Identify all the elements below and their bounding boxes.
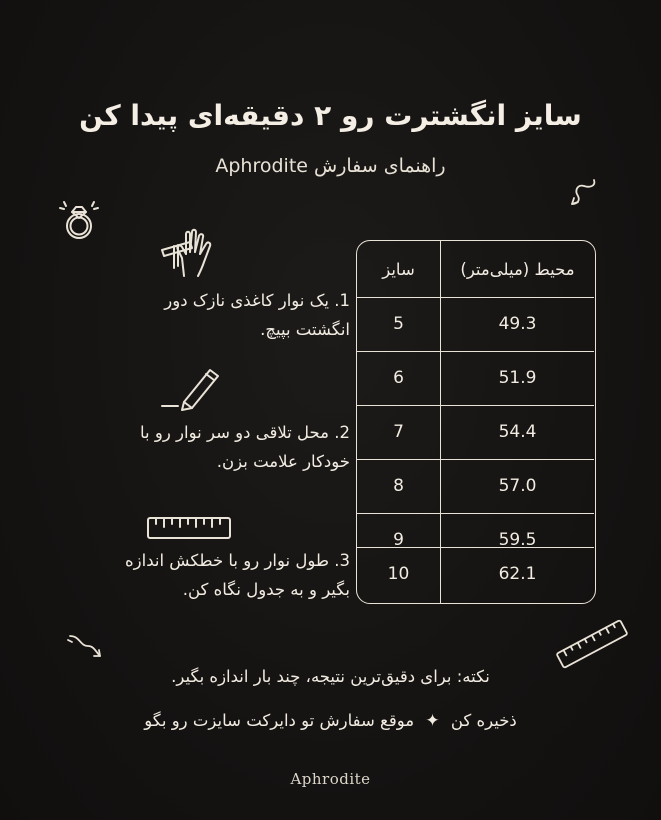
table-row bbox=[357, 547, 594, 601]
cta-save: ذخیره کن bbox=[450, 711, 517, 730]
circumference-cell: 62.1 bbox=[498, 564, 537, 584]
header-circumference: محیط (میلی‌متر) bbox=[460, 260, 575, 279]
arrow-doodle-icon bbox=[566, 176, 602, 210]
step-3-text bbox=[60, 546, 350, 604]
hand-wrap-icon bbox=[160, 228, 222, 280]
circumference-cell: 49.3 bbox=[498, 314, 537, 334]
table-row bbox=[357, 459, 594, 513]
step-1-line-2: انگشتت بپیچ. bbox=[260, 320, 350, 339]
step-2-line-1: 2. محل تلاقی دو سر نوار رو با bbox=[140, 423, 350, 442]
size-cell: 9 bbox=[393, 530, 404, 550]
header-size: سایز bbox=[382, 260, 415, 279]
size-table bbox=[356, 240, 596, 604]
circumference-cell: 57.0 bbox=[498, 476, 537, 496]
size-cell: 5 bbox=[393, 314, 404, 334]
circumference-cell: 51.9 bbox=[498, 368, 537, 388]
table-row bbox=[357, 297, 594, 351]
circumference-cell: 54.4 bbox=[498, 422, 537, 442]
pencil-icon bbox=[160, 362, 226, 412]
call-to-action bbox=[0, 708, 661, 734]
circumference-cell: 59.5 bbox=[498, 530, 537, 550]
page-subtitle: راهنمای سفارش Aphrodite bbox=[215, 155, 446, 177]
size-cell: 6 bbox=[393, 368, 404, 388]
step-1-line-1: 1. یک نوار کاغذی نازک دور bbox=[164, 291, 350, 310]
step-3-line-2: بگیر و به جدول نگاه کن. bbox=[182, 580, 350, 599]
step-1-text bbox=[60, 286, 350, 344]
table-row bbox=[357, 351, 594, 405]
tip-note: نکته: برای دقیق‌ترین نتیجه، چند بار اندازه بگیر. bbox=[171, 667, 490, 686]
table-row bbox=[357, 405, 594, 459]
ring-icon bbox=[56, 196, 102, 244]
table-header-row bbox=[357, 243, 594, 296]
ruler-icon bbox=[146, 514, 232, 542]
size-cell: 10 bbox=[387, 564, 410, 584]
step-2-text bbox=[60, 418, 350, 476]
size-cell: 8 bbox=[393, 476, 404, 496]
arrow-doodle-icon bbox=[66, 632, 106, 662]
sparkle-icon: ✦ bbox=[425, 711, 440, 731]
brand-logo: Aphrodite bbox=[290, 770, 371, 788]
size-cell: 7 bbox=[393, 422, 404, 442]
step-2-line-2: خودکار علامت بزن. bbox=[216, 452, 350, 471]
cta-message: موقع سفارش تو دایرکت سایزت رو بگو bbox=[144, 711, 415, 730]
step-3-line-1: 3. طول نوار رو با خطکش اندازه bbox=[125, 551, 350, 570]
page-title: سایز انگشترت رو ۲ دقیقه‌ای پیدا کن bbox=[79, 99, 582, 132]
